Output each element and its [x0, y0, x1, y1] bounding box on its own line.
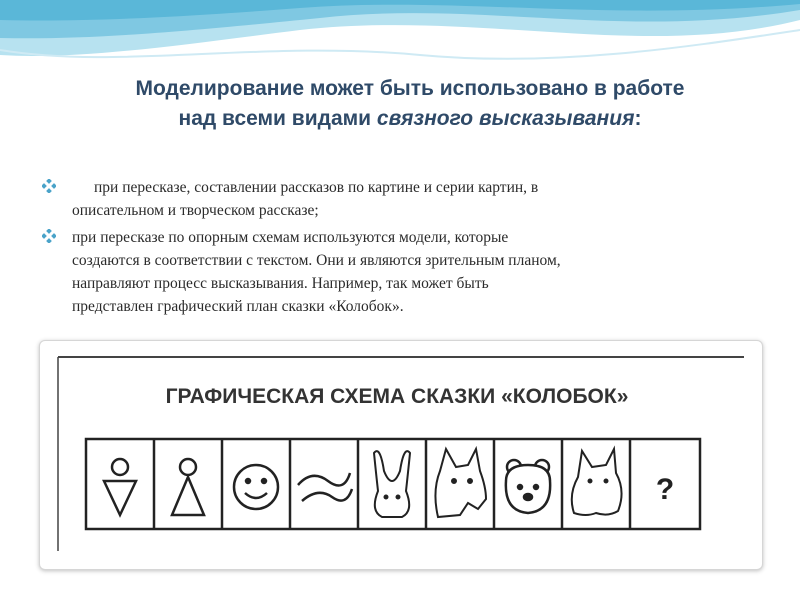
bullet-text-cont: направляют процесс высказывания. Например, так может быть: [72, 275, 489, 292]
wolf-icon: [435, 449, 486, 517]
slide-title: [40, 74, 780, 134]
scheme-heading: ГРАФИЧЕСКАЯ СХЕМА СКАЗКИ «КОЛОБОК»: [165, 385, 629, 408]
title-line-2-italic: связного высказывания: [376, 107, 635, 130]
question-mark: ?: [655, 473, 675, 506]
kolobok-face-icon: [234, 465, 278, 509]
scheme-drawing: [40, 341, 762, 569]
bullet-text: при пересказе, составлении рассказов по картине и серии картин, в: [94, 179, 539, 196]
decorative-wave-header: [0, 0, 800, 80]
title-line-2: [40, 104, 780, 134]
grandmother-figure-icon: [172, 459, 204, 515]
bear-icon: [506, 460, 550, 513]
fox-icon: [572, 449, 622, 515]
grandfather-figure-icon: [104, 459, 136, 515]
bullet-item: [40, 176, 740, 222]
bullet-text-cont: представлен графический план сказки «Колобок».: [72, 298, 404, 315]
title-line-1: Моделирование может быть использовано в работе: [135, 77, 685, 100]
bullet-text-cont: описательном и творческом рассказе;: [72, 202, 319, 219]
path-waves-icon: [298, 473, 352, 501]
bullet-item: [40, 226, 740, 318]
title-line-2-end: :: [634, 107, 642, 130]
diamond-bullet-icon: [42, 229, 56, 243]
kolobok-scheme-figure: [39, 340, 763, 570]
diamond-bullet-icon: [42, 179, 56, 193]
title-line-2-plain: над всеми видами: [178, 107, 377, 130]
bullet-text-cont: создаются в соответствии с текстом. Они и являются зрительным планом,: [72, 252, 561, 269]
bullet-text: при пересказе по опорным схемам используются модели, которые: [72, 229, 509, 246]
hare-icon: [374, 451, 410, 517]
bullet-list: [40, 176, 740, 322]
